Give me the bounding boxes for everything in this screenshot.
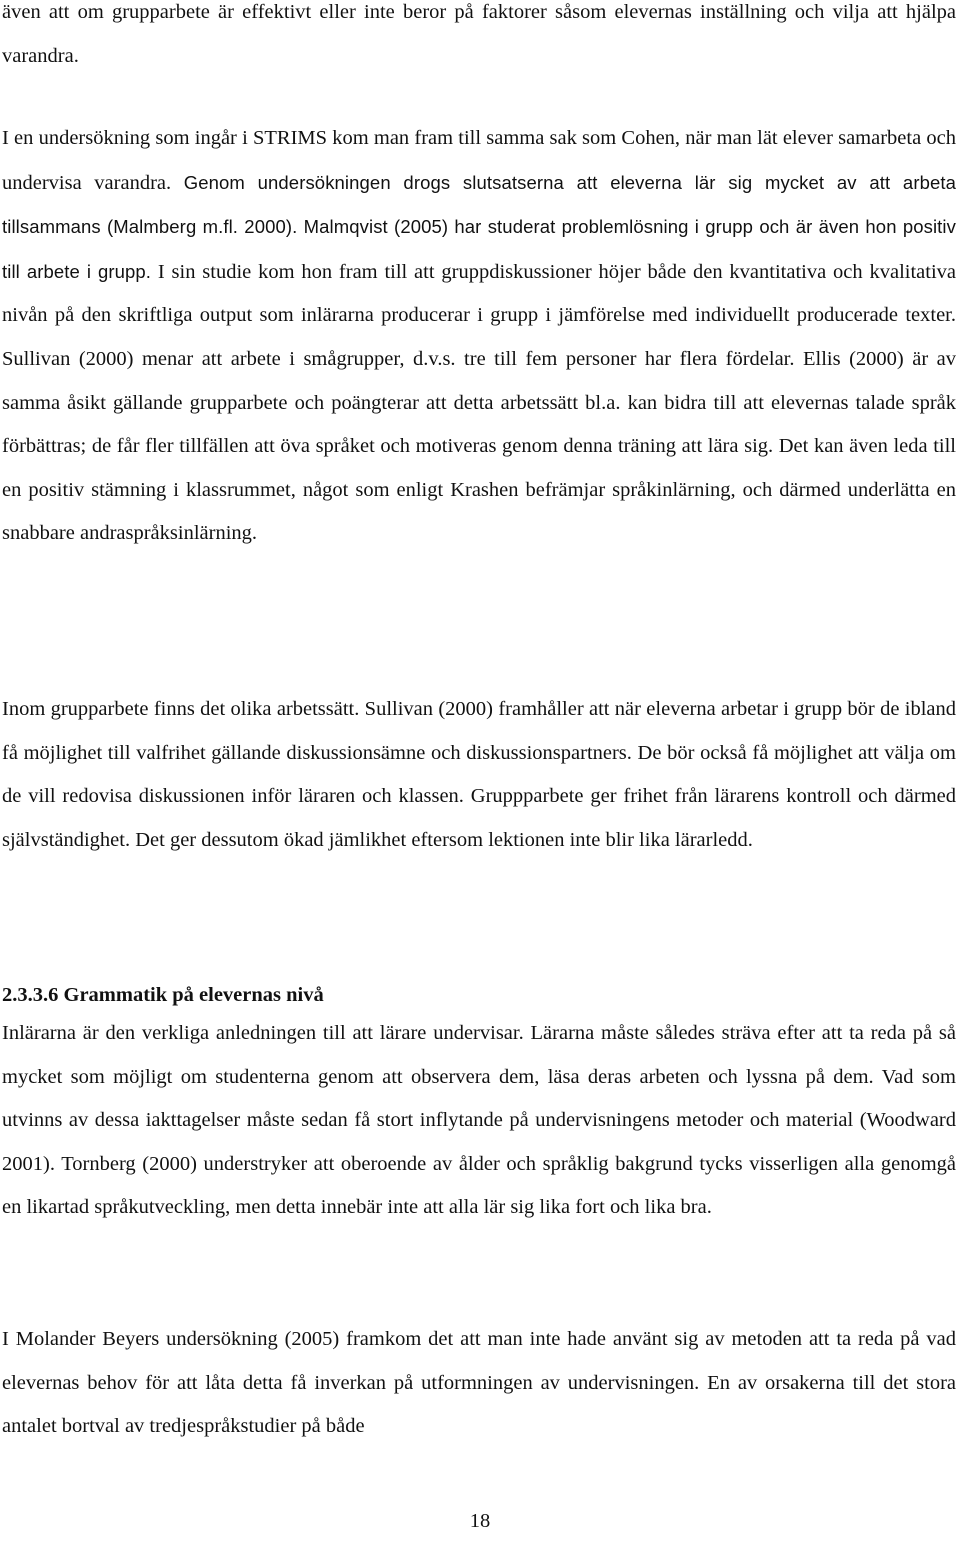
paragraph-text: I en undersökning som ingår i STRIMS kom man fram till samma sak som Cohen, när man lät elever samarbeta och undervisa varandra. [2,127,956,194]
paragraph-cooperation-conditions [2,0,956,78]
paragraph-molander-beyer [2,1318,956,1449]
paragraph-learners [2,1012,956,1230]
paragraph-text: Inom grupparbete finns det olika arbetssätt. Sullivan (2000) framhåller att när eleverna arbetar i grupp bör de ibland få möjlighet till valfrihet gällande diskussionsämne och diskussionspartners. De bör också få möjlighet att välja om de vill redovisa diskussionen inför läraren och klassen. Gruppparbete ger frihet från lärarens kontroll och därmed självständighet. Det ger dessutom ökad jämlikhet eftersom lektionen inte blir lika lärarledd. [2,698,956,851]
paragraph-text: I sin studie kom hon fram till att gruppdiskussioner höjer både den kvantitativa och kvalitativa nivån på den skriftliga output som inlärarna producerar i grupp i jämförelse med individuellt producerade texter. Sullivan (2000) menar att arbete i smågrupper, d.v.s. tre till fem personer har flera fördelar. Ellis (2000) är av samma åsikt gällande grupparbete och poängterar att detta arbetssätt bl.a. kan bidra till att elevernas talade språk förbättras; de får fler tillfällen att öva språket och motiveras genom denna träning att lära sig. Det kan även leda till en positiv stämning i klassrummet, något som enligt Krashen befrämjar språkinlärning, och därmed underlätta en snabbare andraspråksinlärning. [2,260,956,545]
paragraph-text: I Molander Beyers undersökning (2005) framkom det att man inte hade använt sig av metoden att ta reda på vad elevernas behov för att låta detta få inverkan på utformningen av undervisningen. En av orsakerna till det stora antalet bortval av tredjespråkstudier på både [2,1328,956,1438]
paragraph-work-methods [2,688,956,862]
paragraph-text-sans: Genom undersökningen drogs slutsatserna att eleverna lär sig mycket av att arbeta tillsammans (Malmberg m.fl. 2000). Malmqvist (2005) har studerat problemlösning i grupp och är även hon positiv till arbete i grupp. [2,171,956,282]
paragraph-text: Inlärarna är den verkliga anledningen till att lärare undervisar. Lärarna måste således sträva efter att ta reda på så mycket som möjligt om studenterna genom att observera dem, läsa deras arbeten och lyssna på dem. Vad som utvinns av dessa iakttagelser måste sedan få stort inflytande på undervisningens metoder och material (Woodward 2001). Tornberg (2000) understryker att oberoende av ålder och språklig bakgrund tycks visserligen alla genomgå en likartad språkutveckling, men detta innebär inte att alla lär sig lika fort och lika bra. [2,1022,956,1219]
paragraph-text: även att om grupparbete är effektivt eller inte beror på faktorer såsom elevernas inställning och vilja att hjälpa varandra. [2,1,956,67]
section-heading: 2.3.3.6 Grammatik på elevernas nivå [2,984,324,1006]
page-number: 18 [469,1510,491,1532]
paragraph-strims-study [2,117,956,556]
